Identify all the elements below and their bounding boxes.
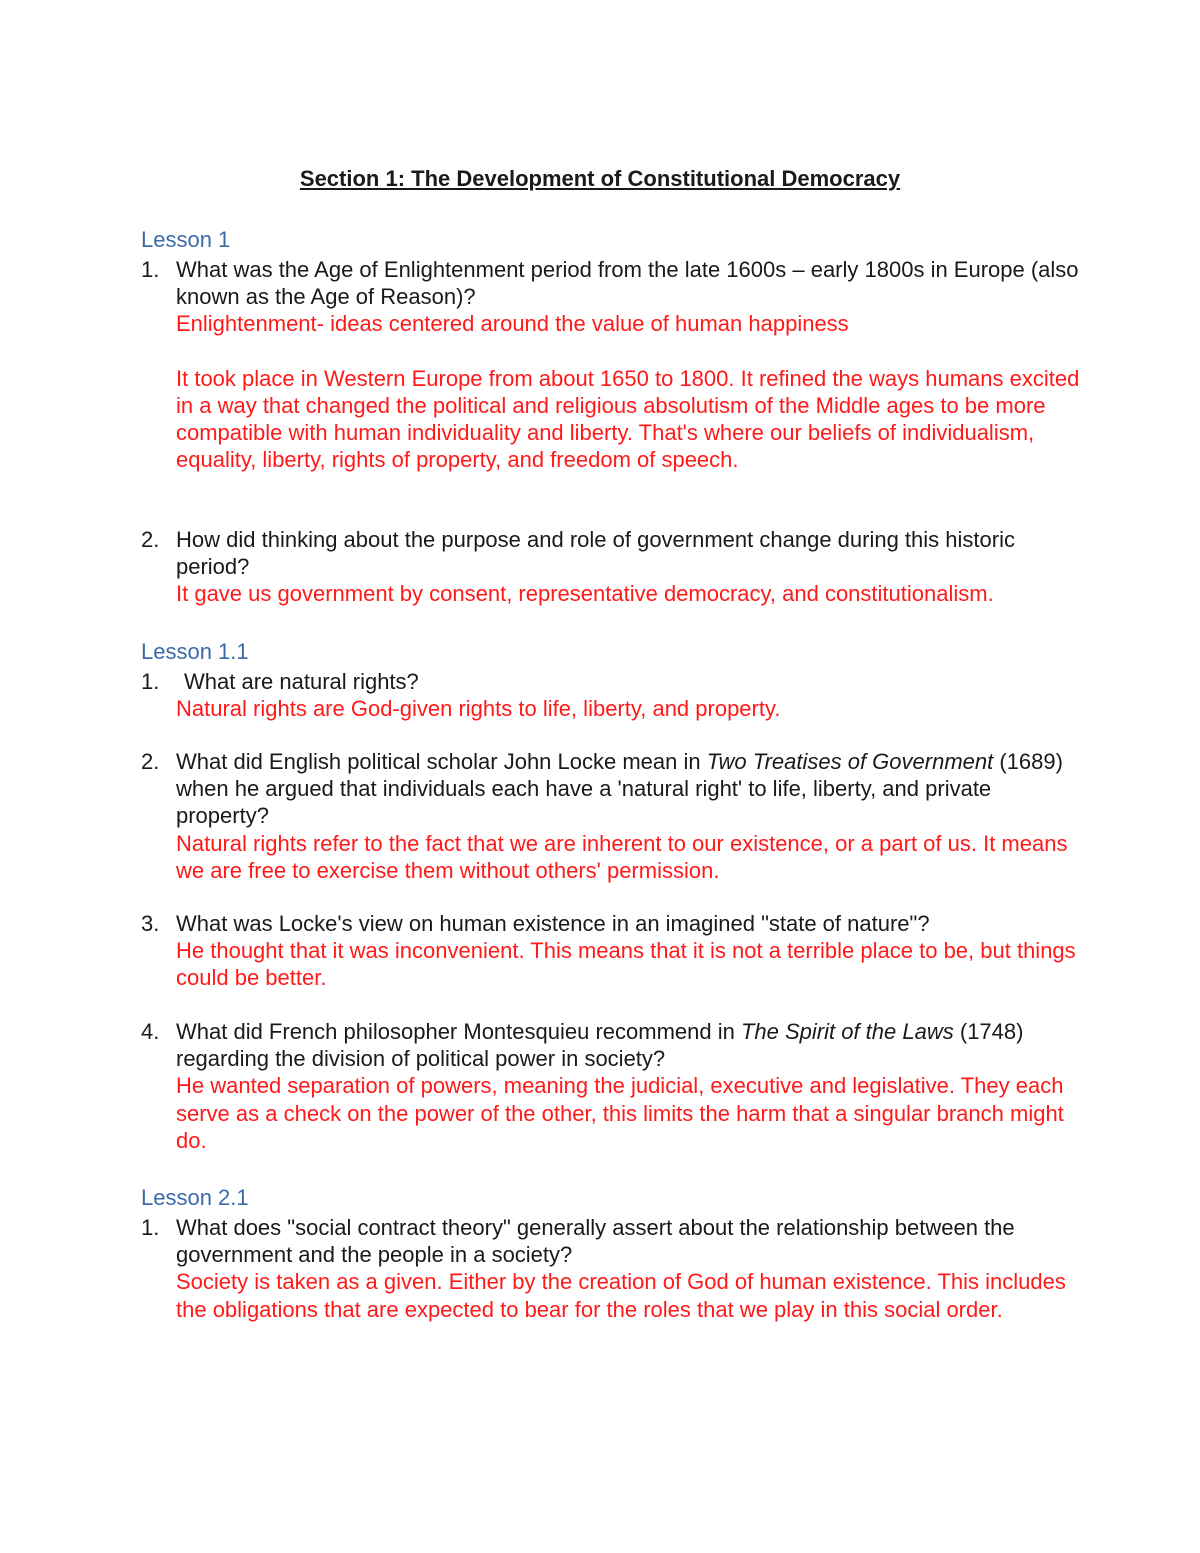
list-item — [141, 256, 1081, 473]
answer-text: He thought that it was inconvenient. This means that it is not a terrible place to be, but things could be better. — [176, 938, 1076, 991]
question-text: What are natural rights? — [184, 669, 419, 694]
book-title: The Spirit of the Laws — [740, 1019, 954, 1044]
item-number: 1. — [141, 257, 160, 282]
list-item — [141, 1018, 1081, 1154]
list-item — [141, 910, 1081, 992]
list-item — [141, 1214, 1081, 1323]
item-number: 1. — [141, 1215, 160, 1240]
item-number: 4. — [141, 1019, 160, 1044]
question-text: What was Locke's view on human existence in an imagined "state of nature"? — [176, 911, 930, 936]
list-item — [141, 748, 1081, 884]
list-item — [141, 668, 1081, 722]
answer-text: He wanted separation of powers, meaning the judicial, executive and legislative. They each serve as a check on the power of the other, this limits the harm that a singular branch might do. — [176, 1073, 1064, 1153]
item-number: 2. — [141, 527, 160, 552]
answer-text: Natural rights are God-given rights to life, liberty, and property. — [176, 696, 781, 722]
question-text: What was the Age of Enlightenment period from the late 1600s – early 1800s in Europe (also known as the Age of Reason)? — [176, 257, 1079, 310]
lesson-heading: Lesson 1 — [141, 227, 231, 252]
book-title: Two Treatises of Government — [706, 749, 994, 774]
question-text: What does "social contract theory" generally assert about the relationship between the government and the people in a society? — [176, 1215, 1015, 1268]
answer-text: Society is taken as a given. Either by the creation of God of human existence. This includes the obligations that are expected to bear for the roles that we play in this social order. — [176, 1269, 1066, 1322]
item-number: 2. — [141, 749, 160, 774]
page-title: Section 1: The Development of Constitutional Democracy — [299, 166, 901, 191]
answer-text: It gave us government by consent, representative democracy, and constitutionalism. — [176, 581, 994, 607]
question-text: How did thinking about the purpose and role of government change during this historic period? — [176, 527, 1015, 580]
question-text: What did French philosopher Montesquieu recommend in The Spirit of the Laws (1748) regarding the division of political power in society? — [176, 1019, 1024, 1072]
lesson-heading: Lesson 2.1 — [141, 1185, 249, 1210]
answer-text: It took place in Western Europe from about 1650 to 1800. It refined the ways humans excited in a way that changed the political and religious absolutism of the Middle ages to be more compatible with human individuality and liberty. That's where our beliefs of individualism, equality, liberty, rights of property, and freedom of speech. — [176, 365, 1080, 473]
item-number: 3. — [141, 911, 160, 936]
lesson-heading: Lesson 1.1 — [141, 639, 249, 664]
answer-text: Natural rights refer to the fact that we are inherent to our existence, or a part of us. It means we are free to exercise them without others' permission. — [176, 830, 1068, 883]
item-number: 1. — [141, 669, 160, 694]
question-text: What did English political scholar John Locke mean in Two Treatises of Government (1689) when he argued that individuals each have a 'natural right' to life, liberty, and private property? — [176, 749, 1063, 829]
list-item — [141, 526, 1081, 608]
answer-text: Enlightenment- ideas centered around the value of human happiness — [176, 311, 849, 337]
